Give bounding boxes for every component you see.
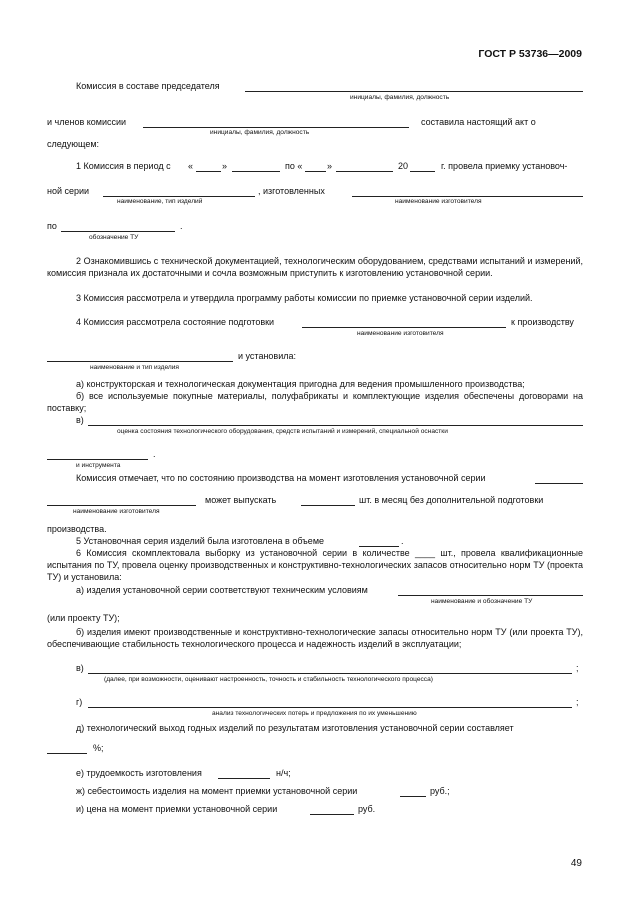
note-start: Комиссия отмечает, что по состоянию производства на момент изготовления установочной серии xyxy=(76,473,486,483)
item6-zh-unit: руб.; xyxy=(430,786,450,796)
item6-v-label: в) xyxy=(76,663,84,673)
item4-v-label: в) xyxy=(76,415,84,425)
item6-a-cont: (или проекту ТУ); xyxy=(47,613,120,623)
item6-i-blank[interactable] xyxy=(310,814,354,815)
item2-text: 2 Ознакомившись с технической документацией, технологическим оборудованием, средствами испытаний и измерений, комиссия признала их достаточными и сочла возможным приступить к изготовлению установочной серии. xyxy=(47,256,583,278)
item4-start: 4 Комиссия рассмотрела состояние подготовки xyxy=(76,317,275,327)
item1-po: по « xyxy=(285,161,303,171)
chairman-label: Комиссия в составе председателя xyxy=(76,81,220,91)
item1-year-prefix: 20 xyxy=(398,161,409,171)
note2-mid: может выпускать xyxy=(205,495,277,505)
item4-a-paragraph xyxy=(47,378,583,390)
item6-g-label: г) xyxy=(76,697,83,707)
item1c-tu-blank[interactable] xyxy=(61,231,175,232)
item1b-product-blank[interactable] xyxy=(103,196,255,197)
item4-maker-blank[interactable] xyxy=(302,327,506,328)
item1-start: 1 Комиссия в период с xyxy=(76,161,171,171)
item4-v-hint: оценка состояния технологического оборудования, средств испытаний и измерений, специальной оснастки xyxy=(117,428,448,435)
item1c-hint: обозначение ТУ xyxy=(89,234,139,241)
item4-hint: наименование изготовителя xyxy=(357,330,444,337)
note-blank[interactable] xyxy=(535,483,583,484)
item3-paragraph xyxy=(47,292,583,304)
item6-d-percent: %; xyxy=(93,743,104,753)
item4-v2-blank[interactable] xyxy=(47,459,148,460)
item3-text: 3 Комиссия рассмотрела и утвердила программу работы комиссии по приемке установочной серии изделий. xyxy=(76,293,533,303)
item6-g-blank[interactable] xyxy=(88,707,572,708)
item6-a-text: а) изделия установочной серии соответствуют техническим условиям xyxy=(76,585,368,595)
item4-v2-hint: и инструмента xyxy=(76,462,121,469)
item6-b-paragraph xyxy=(47,626,583,650)
note2-hint: наименование изготовителя xyxy=(73,508,160,515)
item6-text: 6 Комиссия скомплектовала выборку из установочной серии в количестве ____ шт., провела квалификационные испытания по ТУ, провела оценку производственных и конструктивно-технологических запасов относительно норм ТУ (проекта ТУ) и установила: xyxy=(47,548,583,582)
item1b-hint-maker: наименование изготовителя xyxy=(395,198,482,205)
item1b-mid: , изготовленных xyxy=(258,186,325,196)
standard-header: ГОСТ Р 53736—2009 xyxy=(478,48,582,60)
item1-day-blank[interactable] xyxy=(196,171,221,172)
item4-b-paragraph xyxy=(47,390,583,414)
item6-g-hint: анализ технологических потерь и предложения по их уменьшению xyxy=(212,710,417,717)
note2-count-blank[interactable] xyxy=(301,505,355,506)
item6-g-end: ; xyxy=(576,697,579,707)
item4b-end: и установила: xyxy=(238,351,296,361)
item6-i-unit: руб. xyxy=(358,804,376,814)
item4-v2-dot: . xyxy=(153,449,156,459)
item4-end: к производству xyxy=(511,317,574,327)
item4-b-text: б) все используемые покупные материалы, полуфабрикаты и комплектующие изделия обеспечены договорами на поставку; xyxy=(47,391,583,413)
item6-v-hint: (далее, при возможности, оценивают настроенность, точность и стабильность технологического процесса) xyxy=(104,676,433,683)
item6-e-unit: н/ч; xyxy=(276,768,291,778)
item1b-start: ной серии xyxy=(47,186,90,196)
item1-quote-close: » xyxy=(222,161,228,171)
item6-paragraph xyxy=(47,547,583,583)
chairman-blank[interactable] xyxy=(245,91,583,92)
item6-d-text: д) технологический выход годных изделий по результатам изготовления установочной серии составляет xyxy=(76,723,514,733)
item6-i-text: и) цена на момент приемки установочной серии xyxy=(76,804,278,814)
item6-a-hint: наименование и обозначение ТУ xyxy=(431,598,533,605)
item1-quote-open: « xyxy=(188,161,194,171)
item1c-dot: . xyxy=(180,221,183,231)
item1-month2-blank[interactable] xyxy=(336,171,393,172)
members-label: и членов комиссии xyxy=(47,117,127,127)
item6-e-blank[interactable] xyxy=(218,778,270,779)
item1-end: г. провела приемку установоч- xyxy=(441,161,568,171)
following-label: следующем: xyxy=(47,139,100,149)
members-blank[interactable] xyxy=(143,127,409,128)
item2-paragraph xyxy=(47,255,583,279)
item1-day2-blank[interactable] xyxy=(305,171,326,172)
item6-b-text: б) изделия имеют производственные и конструктивно-технологические запасы относительно норм ТУ (или проекта ТУ), обеспечивающие стабильность технологического процесса и надежность изделий в эксплуатации; xyxy=(47,627,583,649)
item1-month-blank[interactable] xyxy=(232,171,280,172)
item4-a-text: а) конструкторская и технологическая документация пригодна для ведения промышленного производства; xyxy=(76,379,525,389)
item5-dot: . xyxy=(401,536,404,546)
members-hint: инициалы, фамилия, должность xyxy=(210,129,310,136)
members-end: составила настоящий акт о xyxy=(421,117,536,127)
item4b-product-blank[interactable] xyxy=(47,361,233,362)
chairman-hint: инициалы, фамилия, должность xyxy=(350,94,450,101)
note3: производства. xyxy=(47,524,107,534)
note2-end: шт. в месяц без дополнительной подготовки xyxy=(359,495,544,505)
item1b-maker-blank[interactable] xyxy=(352,196,583,197)
item4b-hint: наименование и тип изделия xyxy=(90,364,179,371)
item1-quote-close2: » xyxy=(327,161,333,171)
note2-maker-blank[interactable] xyxy=(47,505,196,506)
item6-d-blank[interactable] xyxy=(47,753,87,754)
item4-v-blank[interactable] xyxy=(88,425,583,426)
item6-a-blank[interactable] xyxy=(398,595,583,596)
item1b-hint-product: наименование, тип изделий xyxy=(117,198,203,205)
item6-v-blank[interactable] xyxy=(88,673,572,674)
item1-year-blank[interactable] xyxy=(410,171,435,172)
item6-v-end: ; xyxy=(576,663,579,673)
item5-text: 5 Установочная серия изделий была изготовлена в объеме xyxy=(76,536,325,546)
page-number: 49 xyxy=(570,858,582,869)
item6-e-text: е) трудоемкость изготовления xyxy=(76,768,202,778)
item6-zh-blank[interactable] xyxy=(400,796,426,797)
item6-zh-text: ж) себестоимость изделия на момент приемки установочной серии xyxy=(76,786,358,796)
item1c-po: по xyxy=(47,221,57,231)
